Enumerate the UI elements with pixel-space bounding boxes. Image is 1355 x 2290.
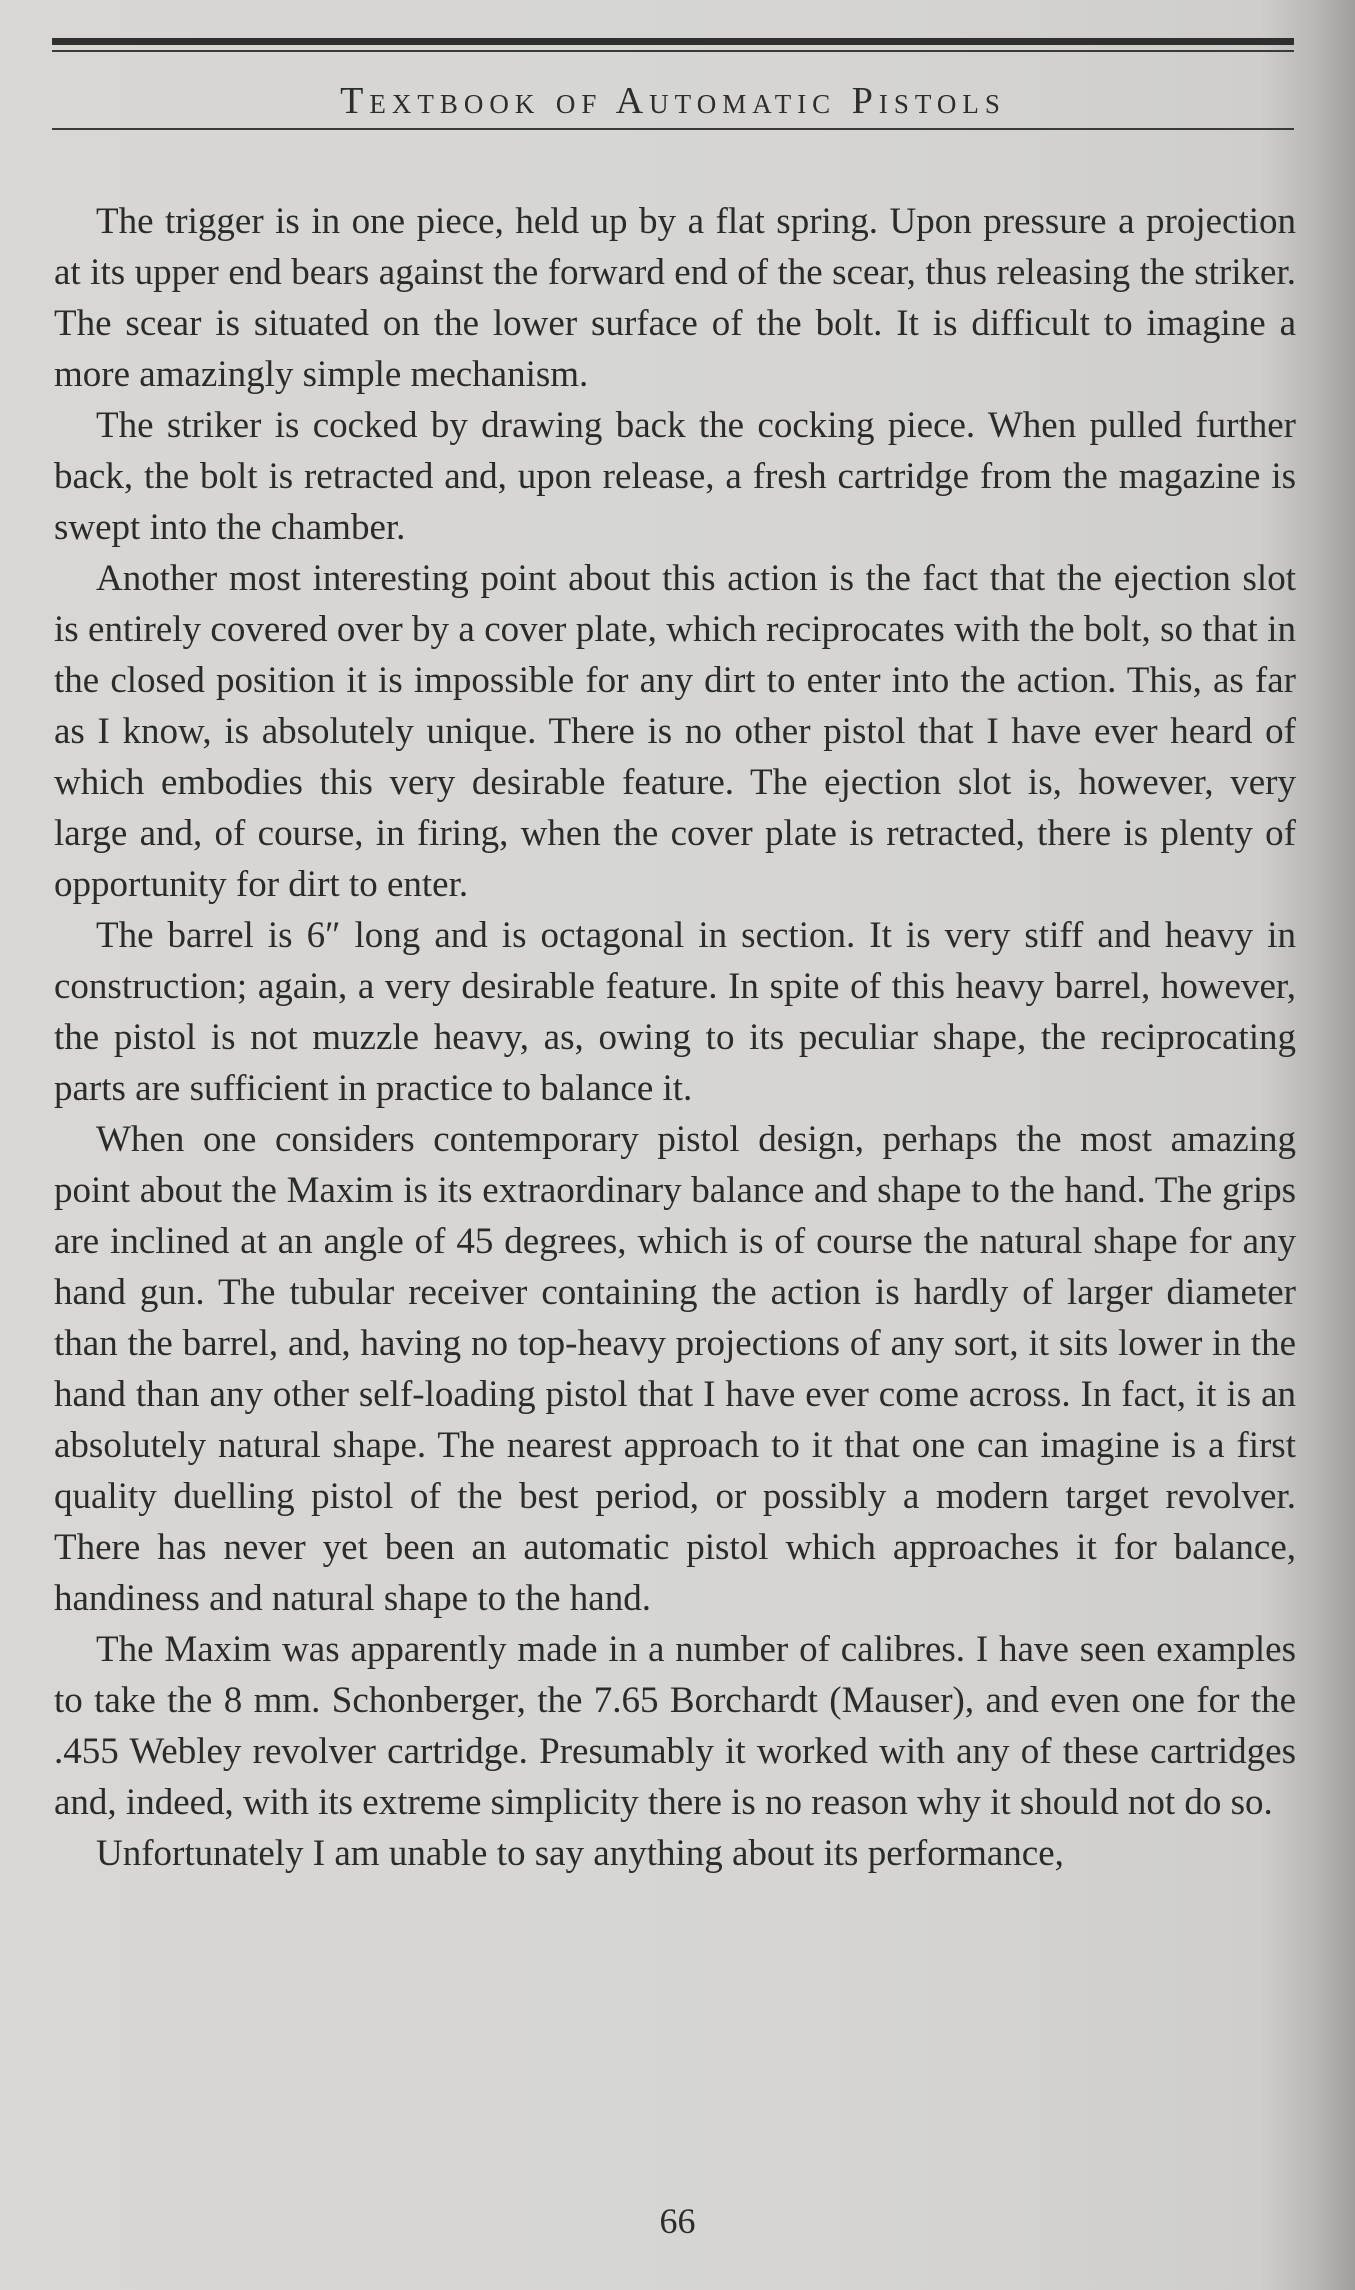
body-text	[54, 196, 1296, 1879]
running-head-title: Textbook of Automatic Pistols	[340, 80, 1006, 122]
paragraph: The striker is cocked by drawing back the cocking piece. When pulled further back, the bolt is retracted and, upon release, a fresh cartridge from the magazine is swept into the chamber.	[54, 405, 1296, 548]
paragraph: Another most interesting point about this action is the fact that the ejection slot is entirely covered over by a cover plate, which reciprocates with the bolt, so that in the closed position it is impossible for any dirt to enter into the action. This, as far as I know, is absolutely unique. There is no other pistol that I have ever heard of which embodies this very desirable feature. The ejection slot is, however, very large and, of course, in firing, when the cover plate is retracted, there is plenty of opportunity for dirt to enter.	[54, 558, 1296, 905]
header-rule-bottom	[52, 128, 1294, 130]
header-rule-thick	[52, 38, 1294, 45]
page-number: 66	[659, 2201, 696, 2241]
paragraph: Unfortunately I am unable to say anything about its performance,	[96, 1833, 1064, 1874]
header-rule-thin	[52, 50, 1294, 52]
paragraph: When one considers contemporary pistol design, perhaps the most amazing point about the Maxim is its extraordinary balance and shape to the hand. The grips are inclined at an angle of 45 degrees, which is of course the natural shape for any hand gun. The tubular receiver containing the action is hardly of larger diameter than the barrel, and, having no top-heavy projections of any sort, it sits lower in the hand than any other self-loading pistol that I have ever come across. In fact, it is an absolutely natural shape. The nearest approach to it that one can imagine is a first quality duelling pistol of the best period, or possibly a modern target revolver. There has never yet been an automatic pistol which approaches it for balance, handiness and natural shape to the hand.	[54, 1119, 1296, 1619]
paragraph: The Maxim was apparently made in a number of calibres. I have seen examples to take the 8 mm. Schonberger, the 7.65 Borchardt (Mauser), and even one for the .455 Webley revolver cartridge. Presumably it worked with any of these cartridges and, indeed, with its extreme simplicity there is no reason why it should not do so.	[54, 1629, 1296, 1823]
paragraph: The trigger is in one piece, held up by a flat spring. Upon pressure a projection at its upper end bears against the forward end of the scear, thus releasing the striker. The scear is situated on the lower surface of the bolt. It is difficult to imagine a more amazingly simple mechanism.	[54, 201, 1296, 395]
paragraph: The barrel is 6″ long and is octagonal in section. It is very stiff and heavy in construction; again, a very desirable feature. In spite of this heavy barrel, however, the pistol is not muzzle heavy, as, owing to its peculiar shape, the reciprocating parts are sufficient in practice to balance it.	[54, 915, 1296, 1109]
